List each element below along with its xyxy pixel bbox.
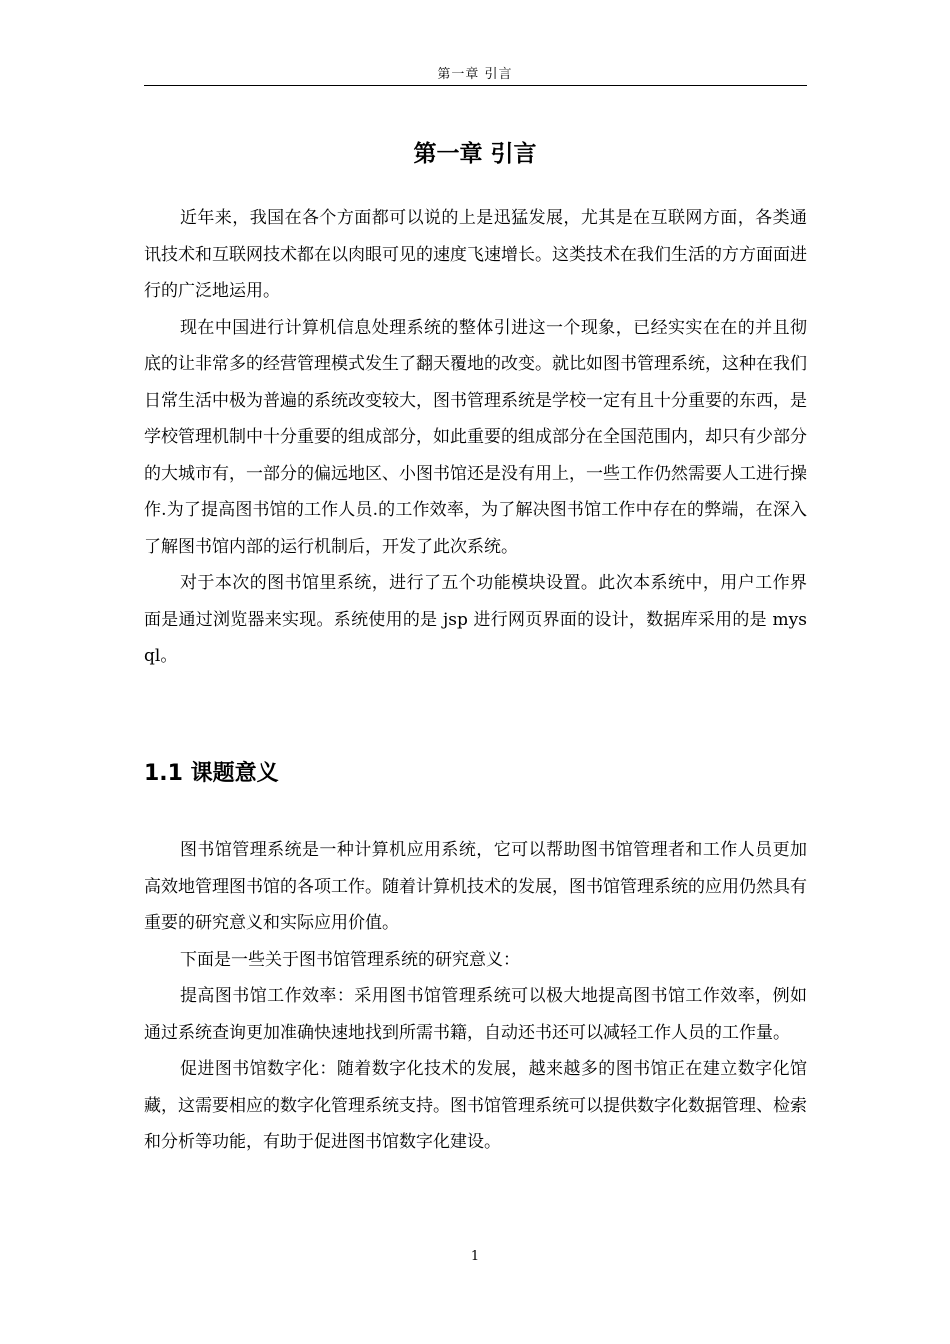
chapter-paragraph-1: 近年来，我国在各个方面都可以说的上是迅猛发展，尤其是在互联网方面，各类通讯技术和互联网技术都在以肉眼可见的速度飞速增长。这类技术在我们生活的方方面面进行的广泛地运用。 — [144, 208, 807, 301]
section-paragraph-1: 图书馆管理系统是一种计算机应用系统，它可以帮助图书馆管理者和工作人员更加高效地管理图书馆的各项工作。随着计算机技术的发展，图书馆管理系统的应用仍然具有重要的研究意义和实际应用价值。 — [144, 840, 807, 933]
running-header: 第一章 引言 — [437, 67, 513, 82]
chapter-title: 第一章 引言 — [413, 141, 537, 167]
chapter-body — [144, 200, 807, 675]
header-rule — [144, 85, 807, 86]
section-body — [144, 832, 807, 1161]
page-number: 1 — [470, 1249, 480, 1264]
section-title: 1.1 课题意义 — [144, 761, 279, 786]
section-paragraph-4: 促进图书馆数字化：随着数字化技术的发展，越来越多的图书馆正在建立数字化馆藏，这需要相应的数字化管理系统支持。图书馆管理系统可以提供数字化数据管理、检索和分析等功能，有助于促进图书馆数字化建设。 — [144, 1059, 807, 1152]
chapter-paragraph-3: 对于本次的图书馆里系统，进行了五个功能模块设置。此次本系统中，用户工作界面是通过浏览器来实现。系统使用的是 jsp 进行网页界面的设计，数据库采用的是 mysql。 — [144, 573, 807, 666]
section-paragraph-3: 提高图书馆工作效率：采用图书馆管理系统可以极大地提高图书馆工作效率，例如通过系统查询更加准确快速地找到所需书籍，自动还书还可以减轻工作人员的工作量。 — [144, 986, 807, 1043]
section-paragraph-2: 下面是一些关于图书馆管理系统的研究意义： — [180, 949, 520, 970]
chapter-paragraph-2: 现在中国进行计算机信息处理系统的整体引进这一个现象，已经实实在在的并且彻底的让非常多的经营管理模式发生了翻天覆地的改变。就比如图书管理系统，这种在我们日常生活中极为普遍的系统改变较大，图书管理系统是学校一定有且十分重要的东西，是学校管理机制中十分重要的组成部分，如此重要的组成部分在全国范围内，却只有少部分的大城市有，一部分的偏远地区、小图书馆还是没有用上，一些工作仍然需要人工进行操作.为了提高图书馆的工作人员.的工作效率，为了解决图书馆工作中存在的弊端，在深入了解图书馆内部的运行机制后，开发了此次系统。 — [144, 317, 807, 557]
